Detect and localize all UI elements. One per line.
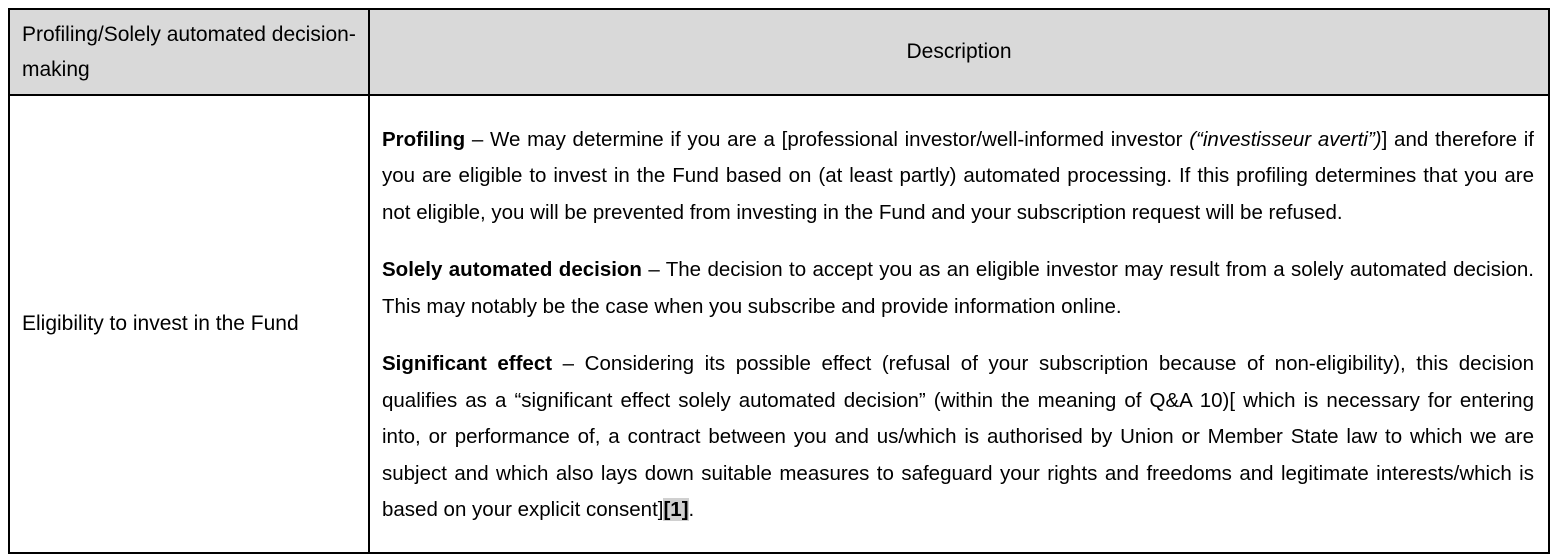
table-row <box>9 95 1549 553</box>
significant-effect-term: Significant effect <box>382 352 553 375</box>
row-description-cell <box>369 95 1549 553</box>
solely-automated-text: – The decision to accept you as an eligible investor may result from a solely automated decision. This may notably be the case when you subscribe and provide information online. <box>382 258 1535 318</box>
profiling-term: Profiling <box>382 127 466 151</box>
significant-effect-paragraph <box>382 346 1534 529</box>
decision-making-table <box>8 8 1550 554</box>
solely-automated-paragraph <box>382 252 1534 325</box>
profiling-italic-term: (“investisseur averti”) <box>1189 127 1382 151</box>
header-profiling-column: Profiling/Solely automated decision-making <box>9 9 369 95</box>
profiling-paragraph <box>382 122 1534 232</box>
profiling-text-a: – We may determine if you are a [professional investor/well-informed investor <box>465 127 1190 151</box>
significant-effect-text: – Considering its possible effect (refusal of your subscription because of non-eligibility), this decision qualifies as a “significant effect solely automated decision” (within the meaning of Q&A 10)[ which is necessary for entering into, or performance of, a contract between you and us/which is authorised by Union or Member State law to which we are subject and which also lays down suitable measures to safeguard your rights and freedoms and legitimate interests/which is based on your explicit consent] <box>382 352 1534 521</box>
significant-effect-end: . <box>688 498 695 521</box>
table-header-row <box>9 9 1549 95</box>
profiling-text-b: ] and therefore if you are eligible to invest in the Fund based on (at least partly) automated processing. If this profiling determines that you are not eligible, you will be prevented from investing in the Fund and your subscription request will be refused. <box>382 127 1534 224</box>
row-category-cell: Eligibility to invest in the Fund <box>9 95 369 553</box>
footnote-reference-link[interactable]: [1] <box>663 498 689 521</box>
solely-automated-term: Solely automated decision <box>382 258 642 281</box>
header-description-column: Description <box>369 9 1549 95</box>
